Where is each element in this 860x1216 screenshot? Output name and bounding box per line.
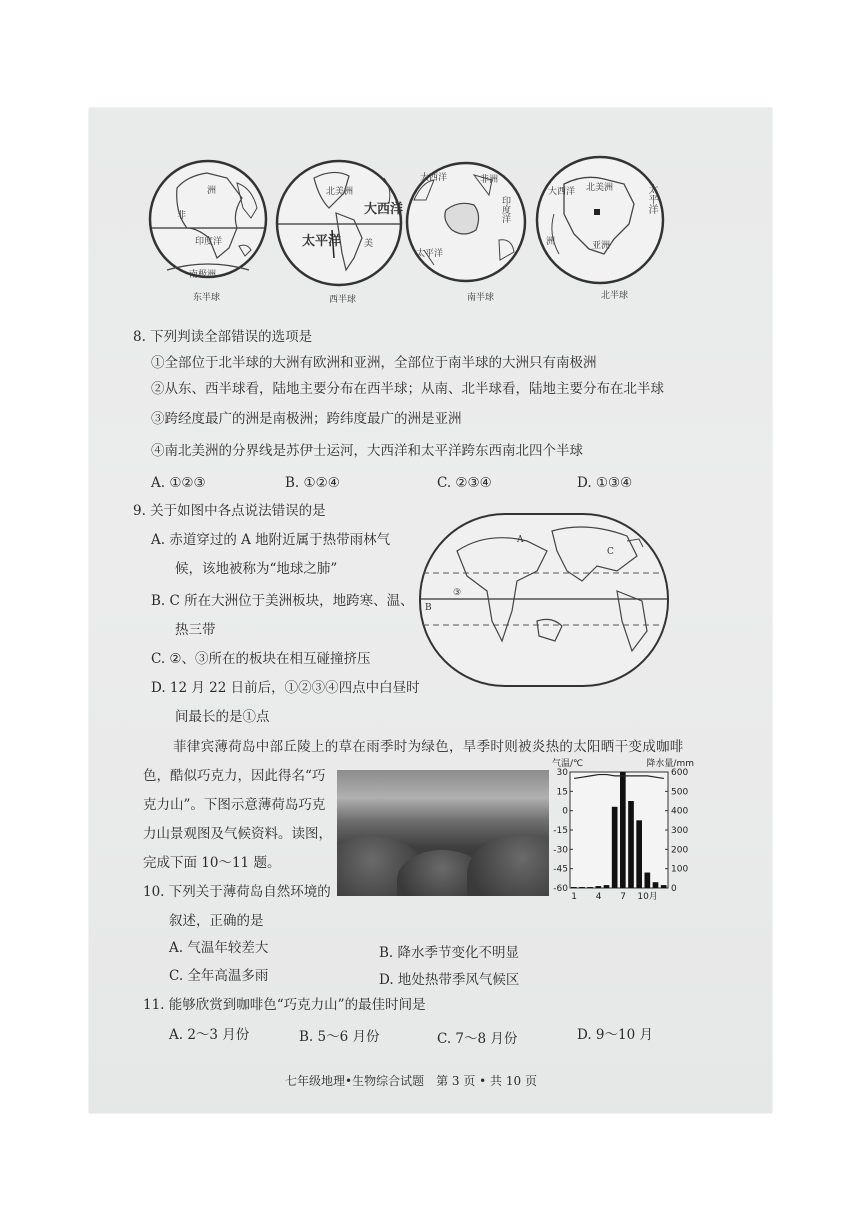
globe-label: 太平洋 xyxy=(416,249,444,259)
page-footer: 七年级地理•生物综合试题 第 3 页 • 共 10 页 xyxy=(285,1074,537,1088)
q11-stem: 11. 能够欣赏到咖啡色“巧克力山”的最佳时间是 xyxy=(143,997,426,1013)
globe-drawing xyxy=(534,154,666,286)
right-tick-label: 600 xyxy=(671,768,689,778)
q8-option-d: D. ①③④ xyxy=(577,475,633,491)
x-tick-label: 7 xyxy=(620,892,626,902)
climate-chart-svg xyxy=(550,754,695,904)
q8-item-1: ①全部位于北半球的大洲有欧洲和亚洲，全部位于南半球的大洲只有南极洲 xyxy=(151,355,597,371)
q8-option-a: A. ①②③ xyxy=(151,475,206,491)
q8-option-b: B. ①②④ xyxy=(285,475,340,491)
q9-option-c: C. ②、③所在的板块在相互碰撞挤压 xyxy=(151,651,371,667)
precip-bar xyxy=(628,801,634,888)
globe-drawing xyxy=(274,158,404,288)
chocolate-hills-photo xyxy=(337,770,549,896)
q10-option-d: D. 地处热带季风气候区 xyxy=(379,972,520,988)
passage-line-4: 力山景观图及气候资料。读图， xyxy=(143,826,332,842)
plot-frame xyxy=(570,772,668,888)
q8-option-c: C. ②③④ xyxy=(437,475,492,491)
passage-line-5: 完成下面 10～11 题。 xyxy=(143,855,281,871)
precip-bar xyxy=(571,887,577,888)
left-tick-label: 0 xyxy=(562,806,568,817)
globe-label: 北美洲 xyxy=(326,187,354,197)
right-axis-label: 降水量/mm xyxy=(646,759,694,769)
globe-label: 大西洋 xyxy=(364,202,404,217)
x-tick-label: 10月 xyxy=(637,892,658,902)
globe-label: 南极洲 xyxy=(189,270,217,280)
globe-label: 美 xyxy=(364,239,374,249)
climate-chart xyxy=(550,754,695,904)
right-tick-label: 0 xyxy=(671,884,677,894)
globe-label: 大西洋 xyxy=(548,187,576,197)
left-tick-label: -15 xyxy=(553,826,568,836)
passage-line-3: 克力山”。下图示意薄荷岛巧克 xyxy=(143,797,326,813)
q8-item-4: ④南北美洲的分界线是苏伊士运河，大西洋和太平洋跨东西南北四个半球 xyxy=(151,443,583,459)
hill xyxy=(467,834,549,896)
globe-label: 洲 xyxy=(207,186,217,196)
left-tick-label: -60 xyxy=(553,884,568,894)
precip-bar xyxy=(587,887,593,888)
q10-stem-line1: 10. 下列关于薄荷岛自然环境的 xyxy=(143,884,331,900)
left-tick-label: 15 xyxy=(556,787,568,798)
globe-label: 印度洋 xyxy=(195,237,223,247)
globe-label: 太平洋 xyxy=(302,234,342,249)
q9-option-a-line1: A. 赤道穿过的 A 地附近属于热带雨林气 xyxy=(151,532,391,548)
q11-option-a: A. 2～3 月份 xyxy=(169,1027,250,1043)
world-map xyxy=(417,511,671,689)
globe-caption: 北半球 xyxy=(601,291,629,301)
precip-bar xyxy=(645,873,651,888)
q11-option-c: C. 7～8 月份 xyxy=(437,1031,518,1047)
map-point-c: C xyxy=(607,547,614,557)
precip-bar xyxy=(579,887,585,888)
left-tick-label: -45 xyxy=(553,864,568,875)
precip-bar xyxy=(653,882,659,888)
right-tick-label: 400 xyxy=(671,806,689,817)
q9-option-d-line2: 间最长的是①点 xyxy=(175,709,270,725)
x-tick-label: 1 xyxy=(571,892,577,902)
x-tick-label: 4 xyxy=(595,892,602,902)
q8-stem: 8. 下列判读全部错误的选项是 xyxy=(133,329,313,345)
globe-caption: 西半球 xyxy=(329,295,357,305)
globe-caption: 东半球 xyxy=(193,293,221,303)
q8-item-2: ②从东、西半球看，陆地主要分布在西半球；从南、北半球看，陆地主要分布在北半球 xyxy=(151,381,664,397)
precip-bar xyxy=(620,772,626,888)
left-axis-label: 气温/℃ xyxy=(552,759,584,769)
q11-option-b: B. 5～6 月份 xyxy=(299,1029,380,1045)
south-hemisphere-globe xyxy=(404,160,529,285)
globe-label: 亚洲 xyxy=(592,241,611,251)
north-hemisphere-globe xyxy=(534,154,666,286)
precip-bar xyxy=(612,807,618,888)
q10-option-c: C. 全年高温多雨 xyxy=(169,968,269,984)
map-point-3: ③ xyxy=(453,588,462,598)
right-tick-label: 300 xyxy=(671,826,689,836)
globe-label: 北美洲 xyxy=(586,183,614,193)
east-hemisphere-globe xyxy=(147,158,269,280)
world-map-drawing xyxy=(417,511,671,689)
precip-bar xyxy=(604,885,610,888)
right-tick-label: 100 xyxy=(671,864,689,875)
globe-label: 洲 xyxy=(546,237,556,247)
right-tick-label: 500 xyxy=(671,787,689,798)
q10-option-a: A. 气温年较差大 xyxy=(169,940,269,956)
q9-stem: 9. 关于如图中各点说法错误的是 xyxy=(133,503,326,519)
precip-bar xyxy=(596,886,602,888)
precip-bar xyxy=(661,885,667,888)
globe-caption: 南半球 xyxy=(467,293,495,303)
globe-label: 非 xyxy=(177,211,187,221)
q9-option-b-line1: B. C 所在大洲位于美洲板块，地跨寒、温、 xyxy=(151,593,414,609)
right-tick-label: 200 xyxy=(671,845,689,856)
map-point-a: A xyxy=(517,535,524,545)
left-tick-label: 30 xyxy=(556,768,568,778)
exam-page xyxy=(89,108,772,1113)
map-point-b: B xyxy=(425,603,432,613)
globe-label: 太平洋 xyxy=(646,184,657,214)
q9-option-a-line2: 候，该地被称为“地球之肺” xyxy=(175,561,338,577)
passage-line-2: 色，酷似巧克力，因此得名“巧 xyxy=(143,768,326,784)
q10-option-b: B. 降水季节变化不明显 xyxy=(379,945,520,961)
globe-label: 印度洋 xyxy=(500,196,510,223)
q8-item-3: ③跨经度最广的洲是南极洲；跨纬度最广的洲是亚洲 xyxy=(151,411,462,427)
q11-option-d: D. 9～10 月 xyxy=(577,1027,653,1043)
globe-drawing xyxy=(147,158,269,280)
west-hemisphere-globe xyxy=(274,158,404,288)
q9-option-d-line1: D. 12 月 22 日前后，①②③④四点中白昼时 xyxy=(151,680,420,696)
q10-stem-line2: 叙述，正确的是 xyxy=(169,913,264,929)
precip-bar xyxy=(636,820,642,888)
left-tick-label: -30 xyxy=(553,845,568,856)
q9-option-b-line2: 热三带 xyxy=(175,622,216,638)
passage-line-1: 菲律宾薄荷岛中部丘陵上的草在雨季时为绿色，旱季时则被炎热的太阳晒干变成咖啡 xyxy=(173,739,684,755)
globe-label: 大西洋 xyxy=(420,173,448,183)
globe-label: 非洲 xyxy=(480,175,499,185)
